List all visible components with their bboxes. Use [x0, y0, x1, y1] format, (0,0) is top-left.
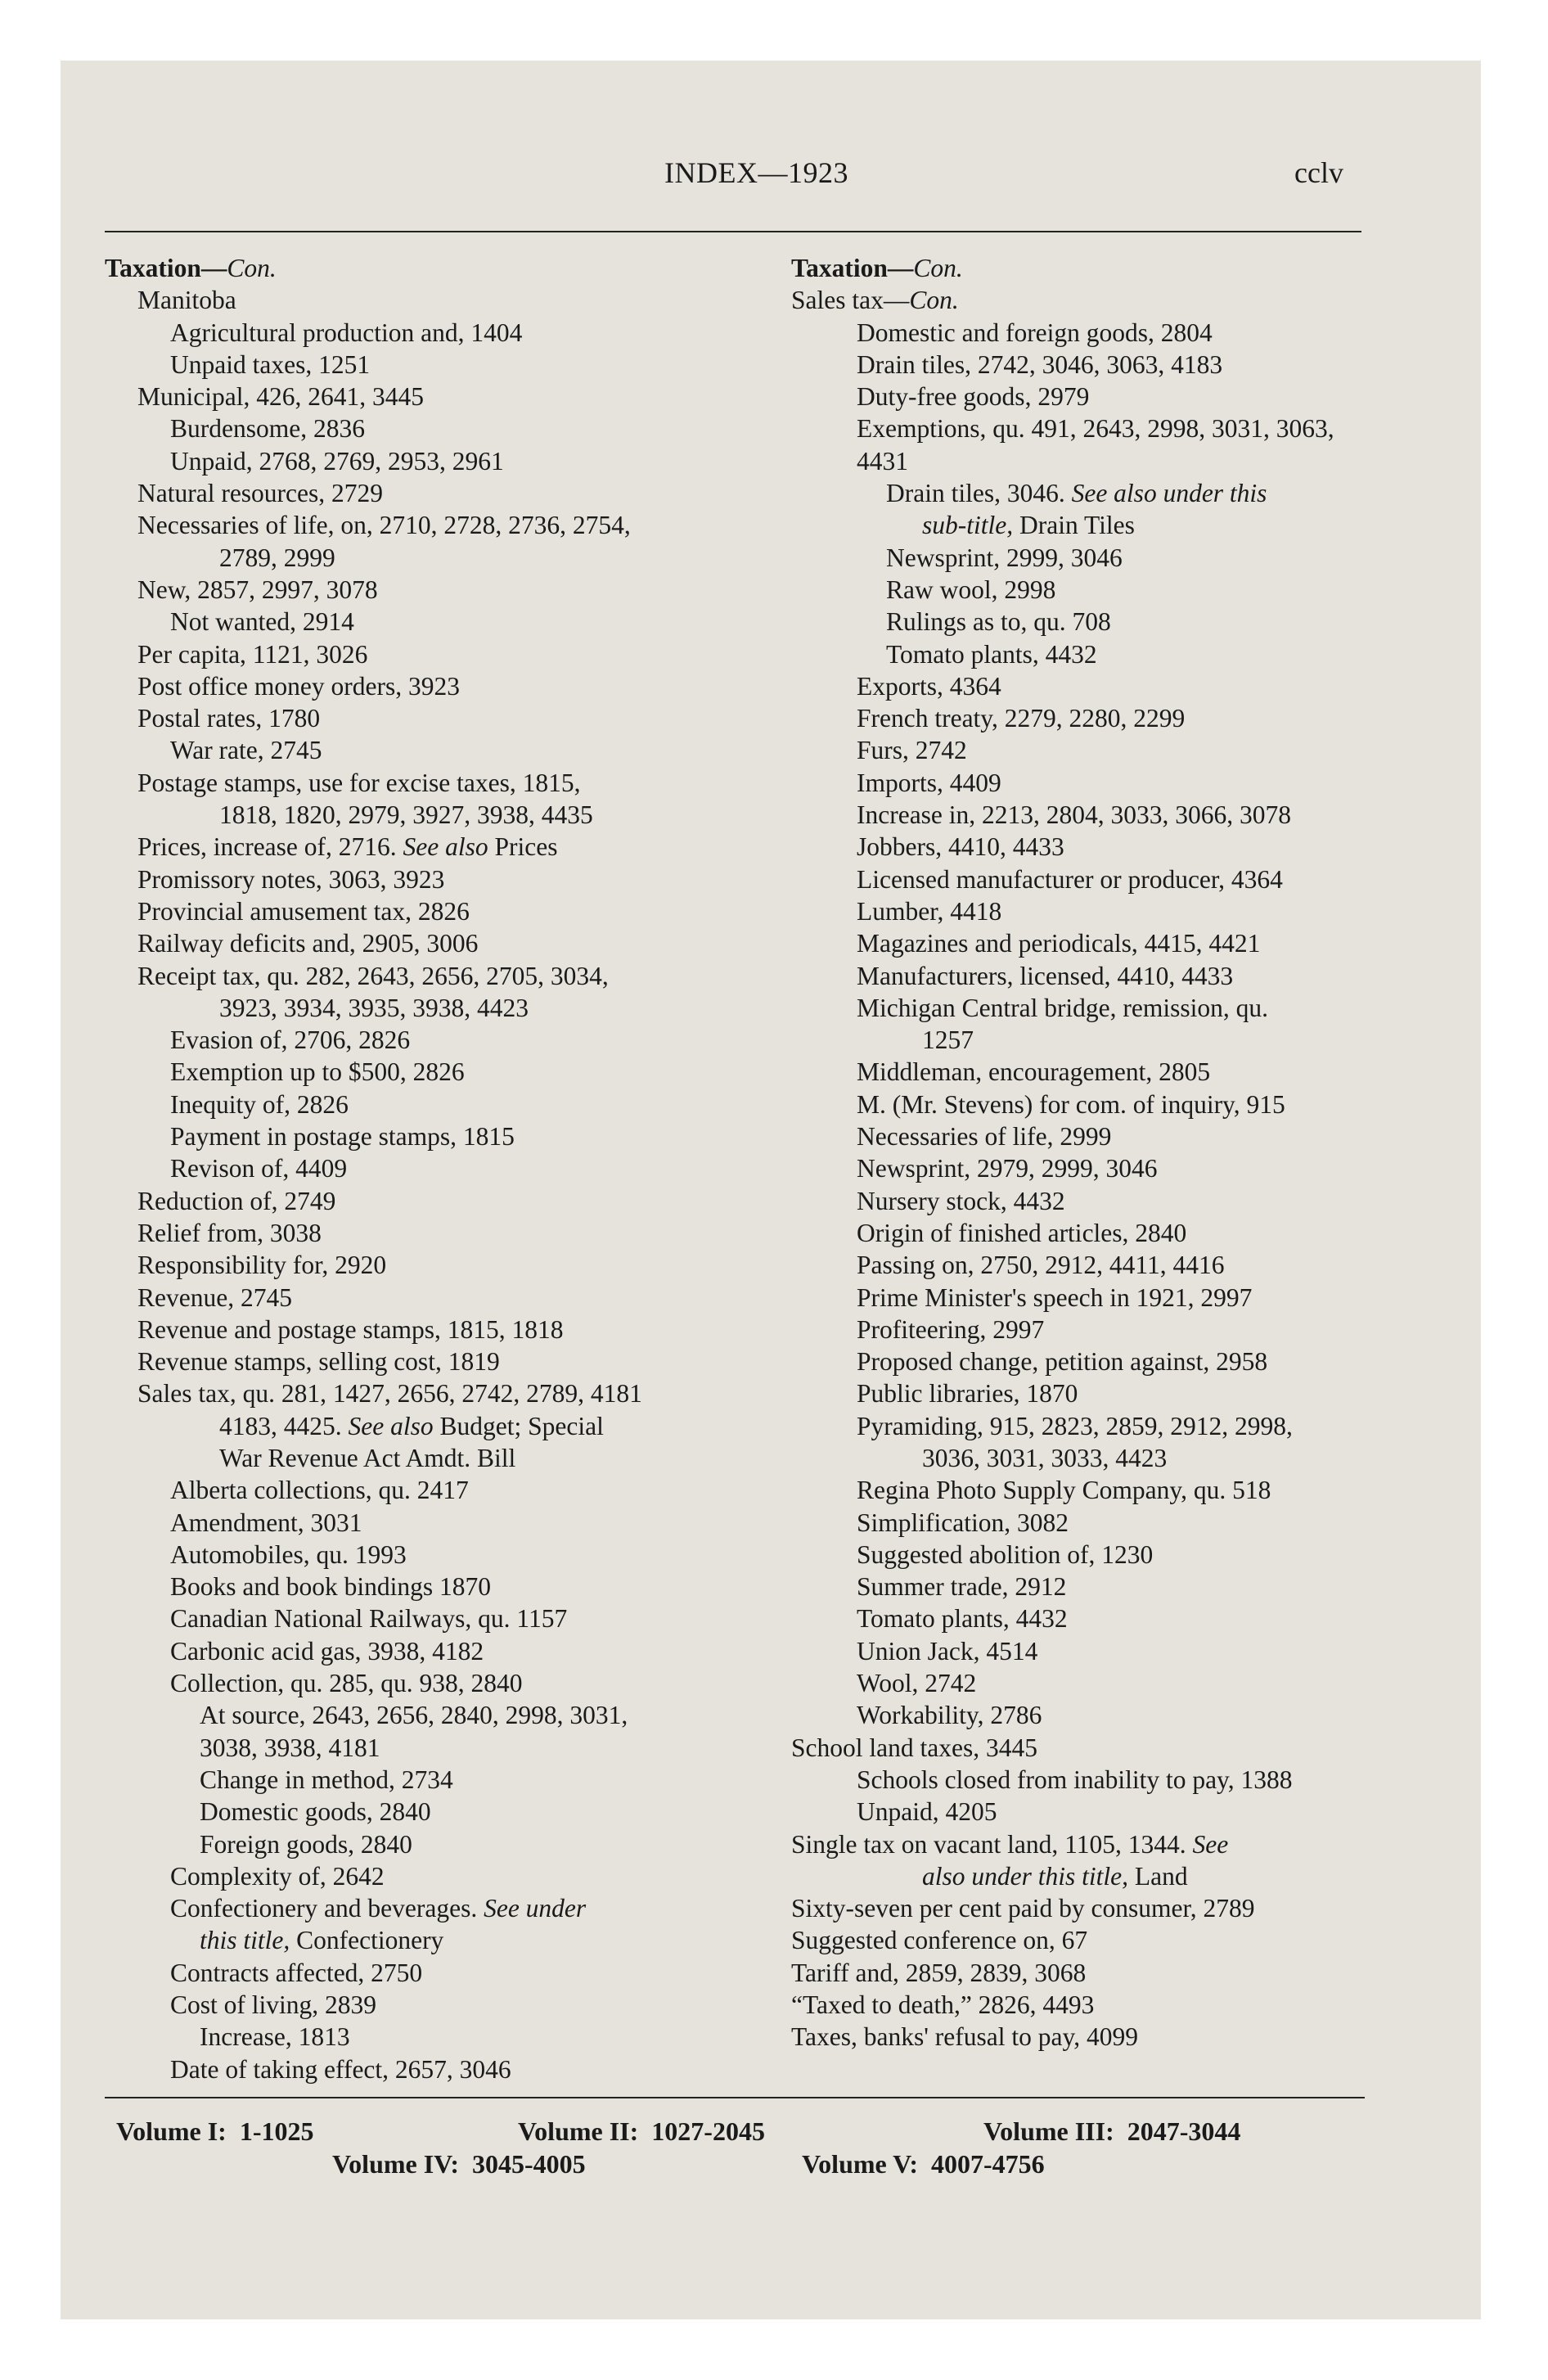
- entry-text: Alberta collections, qu. 2417: [170, 1476, 469, 1505]
- entry-text: Tariff and, 2859, 2839, 3068: [791, 1958, 1087, 1987]
- entry-text: Relief from, 3038: [137, 1218, 322, 1247]
- index-entry: [105, 1185, 710, 1217]
- entry-text: Magazines and periodicals, 4415, 4421: [857, 929, 1261, 958]
- entry-cross-reference: See also under this: [1071, 479, 1267, 508]
- entry-text: At source, 2643, 2656, 2840, 2998, 3031,: [200, 1701, 628, 1730]
- index-entry: [791, 1957, 1380, 1989]
- entry-text: Unpaid, 4205: [857, 1797, 997, 1827]
- entry-cross-reference: See: [1192, 1829, 1229, 1859]
- index-entry: [105, 1571, 710, 1602]
- entry-text: Per capita, 1121, 3026: [137, 639, 368, 669]
- volume-label: Volume V:: [802, 2149, 918, 2179]
- volume-2-range: [518, 2116, 765, 2147]
- entry-text: Contracts affected, 2750: [170, 1958, 423, 1987]
- entry-text: Canadian National Railways, qu. 1157: [170, 1604, 568, 1634]
- entry-cross-reference: this title,: [200, 1926, 290, 1955]
- entry-text: Taxes, banks' refusal to pay, 4099: [791, 2022, 1138, 2052]
- volume-label: Volume IV:: [332, 2149, 459, 2179]
- volume-range: 3045-4005: [472, 2149, 586, 2179]
- volume-range: 2047-3044: [1127, 2116, 1241, 2146]
- index-entry: [791, 1699, 1380, 1731]
- entry-text: Postage stamps, use for excise taxes, 1815,: [137, 768, 581, 797]
- entry-text-continued: Confectionery: [290, 1926, 444, 1955]
- index-entry: [791, 927, 1380, 959]
- index-entry: [105, 1667, 710, 1699]
- index-entry: [791, 1732, 1380, 1764]
- index-entry: [105, 670, 710, 702]
- index-entry: [791, 1056, 1380, 1088]
- entry-text: Revenue stamps, selling cost, 1819: [137, 1347, 500, 1377]
- entry-text: Natural resources, 2729: [137, 479, 384, 508]
- footer-rule: [105, 2097, 1365, 2098]
- index-entry: [791, 1635, 1380, 1667]
- entry-text: New, 2857, 2997, 3078: [137, 575, 378, 604]
- index-entry: [791, 1924, 1380, 1956]
- entry-text: Books and book bindings 1870: [170, 1572, 492, 1602]
- entry-text: Manitoba: [137, 286, 236, 315]
- entry-text: Drain tiles, 2742, 3046, 3063, 4183: [857, 349, 1223, 379]
- entry-text: Revenue, 2745: [137, 1282, 292, 1312]
- index-entry: [791, 1667, 1380, 1699]
- entry-text: Workability, 2786: [857, 1701, 1042, 1730]
- entry-text: Unpaid, 2768, 2769, 2953, 2961: [170, 446, 504, 476]
- index-entry: [791, 1828, 1380, 1860]
- index-entry: [105, 509, 710, 541]
- index-column-right: [791, 252, 1380, 2053]
- entry-text: Date of taking effect, 2657, 3046: [170, 2054, 511, 2084]
- entry-text: 4431: [857, 446, 908, 476]
- entry-text: Duty-free goods, 2979: [857, 382, 1090, 412]
- entry-text: 4183, 4425.: [219, 1411, 349, 1440]
- entry-text: Prices, increase of, 2716.: [137, 832, 403, 862]
- volume-1-range: [116, 2116, 313, 2147]
- entry-text: Exemption up to $500, 2826: [170, 1057, 465, 1087]
- index-entry: [105, 542, 710, 574]
- index-entry: [105, 767, 710, 799]
- entry-text: Amendment, 3031: [170, 1508, 362, 1537]
- index-entry: [791, 445, 1380, 477]
- index-entry: [105, 1602, 710, 1634]
- index-entry: [791, 412, 1380, 444]
- index-entry: [105, 1732, 710, 1764]
- index-entry: [105, 1507, 710, 1539]
- index-entry: [791, 477, 1380, 509]
- entry-text: Suggested abolition of, 1230: [857, 1539, 1154, 1569]
- index-entry: [791, 1796, 1380, 1828]
- volume-range: 1027-2045: [651, 2116, 765, 2146]
- entry-text: War rate, 2745: [170, 736, 322, 765]
- index-entry: [791, 2021, 1380, 2053]
- entry-text: Municipal, 426, 2641, 3445: [137, 382, 424, 412]
- index-entry: [791, 1282, 1380, 1314]
- entry-text: Drain tiles, 3046.: [886, 479, 1072, 508]
- index-entry: [105, 1024, 710, 1056]
- index-entry: [105, 606, 710, 638]
- index-entry: [105, 1989, 710, 2021]
- entry-text: Cost of living, 2839: [170, 1990, 377, 2020]
- entry-text: War Revenue Act Amdt. Bill: [219, 1443, 516, 1472]
- entry-text: Burdensome, 2836: [170, 414, 365, 444]
- entry-text: Jobbers, 4410, 4433: [857, 832, 1064, 862]
- volume-3-range: [983, 2116, 1240, 2147]
- index-entry: [791, 767, 1380, 799]
- index-entry: [105, 1152, 710, 1184]
- index-entry: [791, 702, 1380, 734]
- entry-text: 3923, 3934, 3935, 3938, 4423: [219, 993, 529, 1022]
- entry-text: Increase, 1813: [200, 2022, 350, 2052]
- index-entry: [791, 670, 1380, 702]
- heading-word: Taxation—Con.: [791, 254, 963, 282]
- index-entry: [791, 1217, 1380, 1249]
- index-entry: [791, 349, 1380, 381]
- entry-text: Domestic goods, 2840: [200, 1797, 431, 1827]
- entry-text: Summer trade, 2912: [857, 1572, 1067, 1602]
- index-entry: [791, 509, 1380, 541]
- entry-text: Regina Photo Supply Company, qu. 518: [857, 1476, 1271, 1505]
- index-entry: [105, 1217, 710, 1249]
- index-entry: [105, 1474, 710, 1506]
- entry-text: Necessaries of life, 2999: [857, 1122, 1112, 1152]
- entry-text: Sales tax, qu. 281, 1427, 2656, 2742, 2789, 4181: [137, 1379, 642, 1409]
- index-entry: [105, 2021, 710, 2053]
- index-entry: [791, 1892, 1380, 1924]
- entry-text: Wool, 2742: [857, 1669, 977, 1698]
- entry-text: Manufacturers, licensed, 4410, 4433: [857, 961, 1234, 990]
- index-entry: [105, 1410, 710, 1442]
- entry-text: Receipt tax, qu. 282, 2643, 2656, 2705, 3034,: [137, 961, 609, 990]
- volume-range: 4007-4756: [930, 2149, 1045, 2179]
- header-rule: [105, 231, 1361, 232]
- index-entry: [791, 1346, 1380, 1377]
- index-entry: [791, 606, 1380, 638]
- heading-word: Taxation—Con.: [105, 254, 277, 282]
- index-entry: [105, 1539, 710, 1571]
- entry-text: Pyramiding, 915, 2823, 2859, 2912, 2998,: [857, 1411, 1293, 1440]
- entry-text: Imports, 4409: [857, 768, 1001, 797]
- entry-text: Increase in, 2213, 2804, 3033, 3066, 3078: [857, 800, 1292, 830]
- index-entry: [105, 1282, 710, 1314]
- entry-text: “Taxed to death,” 2826, 4493: [791, 1990, 1095, 2020]
- index-entry: [791, 381, 1380, 412]
- entry-text: 3036, 3031, 3033, 4423: [922, 1443, 1168, 1472]
- entry-text: Middleman, encouragement, 2805: [857, 1057, 1211, 1087]
- volume-label: Volume III:: [983, 2116, 1114, 2146]
- index-entry: [105, 1346, 710, 1377]
- index-entry: [105, 284, 710, 316]
- index-entry: [105, 381, 710, 412]
- index-entry: [105, 1120, 710, 1152]
- entry-cross-reference: See also: [348, 1411, 434, 1440]
- entry-text: Schools closed from inability to pay, 1388: [857, 1765, 1293, 1794]
- entry-text: Single tax on vacant land, 1105, 1344.: [791, 1829, 1193, 1859]
- entry-text: Tomato plants, 4432: [886, 639, 1097, 669]
- index-entry: [791, 1602, 1380, 1634]
- entry-text: Provincial amusement tax, 2826: [137, 896, 470, 926]
- entry-text: Tomato plants, 4432: [857, 1604, 1068, 1634]
- index-entry: [791, 734, 1380, 766]
- entry-text: Domestic and foreign goods, 2804: [857, 318, 1213, 347]
- entry-text: Necessaries of life, on, 2710, 2728, 2736, 2754,: [137, 511, 631, 540]
- index-entry: [791, 252, 1380, 284]
- index-entry: [105, 1860, 710, 1892]
- entry-text: Simplification, 3082: [857, 1508, 1069, 1537]
- index-entry: [791, 992, 1380, 1024]
- index-entry: [791, 1764, 1380, 1796]
- index-entry: [791, 1860, 1380, 1892]
- index-entry: [791, 1089, 1380, 1120]
- entry-text: Proposed change, petition against, 2958: [857, 1347, 1268, 1377]
- index-entry: [105, 1796, 710, 1828]
- entry-text: 1818, 1820, 2979, 3927, 3938, 4435: [219, 800, 593, 830]
- entry-cross-reference: See under: [484, 1894, 587, 1923]
- running-head-title: INDEX—1923: [664, 156, 848, 189]
- entry-text: Newsprint, 2979, 2999, 3046: [857, 1154, 1158, 1183]
- index-entry: [105, 412, 710, 444]
- index-entry: [105, 1314, 710, 1346]
- index-entry: [105, 734, 710, 766]
- index-entry: [105, 1442, 710, 1474]
- index-entry: [791, 960, 1380, 992]
- entry-cross-reference: also under this title,: [922, 1861, 1128, 1891]
- index-entry: [791, 542, 1380, 574]
- index-entry: [105, 927, 710, 959]
- entry-text: Railway deficits and, 2905, 3006: [137, 929, 479, 958]
- entry-text: Change in method, 2734: [200, 1765, 453, 1794]
- entry-text-continued: Budget; Special: [433, 1411, 604, 1440]
- entry-text: Evasion of, 2706, 2826: [170, 1025, 411, 1055]
- entry-text: Postal rates, 1780: [137, 704, 321, 733]
- index-entry: [105, 1699, 710, 1731]
- entry-text: Origin of finished articles, 2840: [857, 1218, 1187, 1247]
- entry-text: Revenue and postage stamps, 1815, 1818: [137, 1314, 564, 1344]
- entry-text: Passing on, 2750, 2912, 4411, 4416: [857, 1251, 1225, 1280]
- entry-cross-reference: See also: [403, 832, 488, 862]
- entry-text: 1257: [922, 1025, 974, 1055]
- index-entry: [791, 895, 1380, 927]
- volume-label: Volume II:: [518, 2116, 639, 2146]
- index-entry: [791, 1474, 1380, 1506]
- entry-text: Rulings as to, qu. 708: [886, 607, 1111, 637]
- index-entry: [791, 799, 1380, 831]
- index-entry: [791, 1442, 1380, 1474]
- entry-text: Prime Minister's speech in 1921, 2997: [857, 1282, 1253, 1312]
- entry-text: Confectionery and beverages.: [170, 1894, 484, 1923]
- entry-text: Lumber, 4418: [857, 896, 1002, 926]
- entry-text: Newsprint, 2999, 3046: [886, 543, 1123, 572]
- index-entry: [791, 1152, 1380, 1184]
- index-entry: [105, 574, 710, 606]
- entry-text: Michigan Central bridge, remission, qu.: [857, 993, 1269, 1022]
- index-entry: [105, 1089, 710, 1120]
- entry-text: Exports, 4364: [857, 671, 1001, 701]
- index-entry: [791, 574, 1380, 606]
- entry-text: Post office money orders, 3923: [137, 671, 460, 701]
- index-entry: [105, 638, 710, 670]
- entry-text: M. (Mr. Stevens) for com. of inquiry, 915: [857, 1089, 1285, 1119]
- index-entry: [105, 477, 710, 509]
- index-entry: [105, 1764, 710, 1796]
- index-entry: [105, 252, 710, 284]
- entry-text: 3038, 3938, 4181: [200, 1733, 380, 1762]
- entry-text: Not wanted, 2914: [170, 607, 354, 637]
- page-number: cclv: [1294, 156, 1343, 189]
- entry-text: Sixty-seven per cent paid by consumer, 2789: [791, 1894, 1255, 1923]
- index-entry: [105, 317, 710, 349]
- index-entry: [105, 702, 710, 734]
- volume-range: 1-1025: [239, 2116, 314, 2146]
- entry-text: French treaty, 2279, 2280, 2299: [857, 704, 1186, 733]
- entry-text: Profiteering, 2997: [857, 1314, 1045, 1344]
- index-entry: [105, 1635, 710, 1667]
- entry-text: Public libraries, 1870: [857, 1379, 1078, 1409]
- index-column-left: [105, 252, 710, 2085]
- index-entry: [791, 284, 1380, 316]
- index-entry: [105, 1249, 710, 1281]
- index-entry: [105, 863, 710, 895]
- index-entry: [791, 1539, 1380, 1571]
- index-entry: [791, 317, 1380, 349]
- entry-text: Complexity of, 2642: [170, 1861, 385, 1891]
- index-entry: [105, 445, 710, 477]
- entry-text: Union Jack, 4514: [857, 1636, 1038, 1666]
- entry-text: Reduction of, 2749: [137, 1186, 336, 1215]
- entry-text: Raw wool, 2998: [886, 575, 1056, 604]
- entry-text: Exemptions, qu. 491, 2643, 2998, 3031, 3063,: [857, 414, 1334, 444]
- entry-text: Revison of, 4409: [170, 1154, 348, 1183]
- entry-text-continued: Land: [1128, 1861, 1188, 1891]
- entry-text: Carbonic acid gas, 3938, 4182: [170, 1636, 484, 1666]
- index-entry: [105, 831, 710, 863]
- index-entry: [791, 1410, 1380, 1442]
- index-entry: [105, 2053, 710, 2085]
- index-entry: [791, 831, 1380, 863]
- entry-text-continued: Prices: [488, 832, 558, 862]
- index-entry: [105, 992, 710, 1024]
- index-entry: [791, 1120, 1380, 1152]
- entry-text: School land taxes, 3445: [791, 1733, 1037, 1762]
- entry-cross-reference: sub-title,: [922, 511, 1014, 540]
- volume-label: Volume I:: [116, 2116, 227, 2146]
- index-entry: [791, 1185, 1380, 1217]
- entry-text: Suggested conference on, 67: [791, 1926, 1088, 1955]
- entry-text: Unpaid taxes, 1251: [170, 349, 371, 379]
- index-entry: [791, 863, 1380, 895]
- entry-text: Collection, qu. 285, qu. 938, 2840: [170, 1669, 523, 1698]
- index-entry: [791, 1377, 1380, 1409]
- index-entry: [791, 1571, 1380, 1602]
- entry-text-continued: Drain Tiles: [1013, 511, 1135, 540]
- entry-text: Foreign goods, 2840: [200, 1829, 412, 1859]
- index-entry: [105, 1957, 710, 1989]
- index-entry: [105, 1377, 710, 1409]
- entry-text: Promissory notes, 3063, 3923: [137, 864, 445, 894]
- index-entry: [791, 1024, 1380, 1056]
- entry-text: Nursery stock, 4432: [857, 1186, 1065, 1215]
- entry-text: Automobiles, qu. 1993: [170, 1539, 407, 1569]
- index-entry: [105, 960, 710, 992]
- index-entry: [791, 1314, 1380, 1346]
- entry-text: Inequity of, 2826: [170, 1089, 349, 1119]
- index-entry: [105, 895, 710, 927]
- index-entry: [105, 1056, 710, 1088]
- volume-4-range: [332, 2149, 586, 2179]
- entry-text: Furs, 2742: [857, 736, 967, 765]
- entry-text: Payment in postage stamps, 1815: [170, 1122, 515, 1152]
- entry-text: Licensed manufacturer or producer, 4364: [857, 864, 1283, 894]
- index-entry: [105, 799, 710, 831]
- index-entry: [791, 1989, 1380, 2021]
- index-entry: [105, 1892, 710, 1924]
- volume-5-range: [802, 2149, 1045, 2179]
- index-entry: [105, 1924, 710, 1956]
- entry-text: 2789, 2999: [219, 543, 335, 572]
- index-entry: [105, 349, 710, 381]
- index-entry: [105, 1828, 710, 1860]
- entry-text: Responsibility for, 2920: [137, 1251, 387, 1280]
- entry-text: Agricultural production and, 1404: [170, 318, 523, 347]
- index-entry: [791, 1249, 1380, 1281]
- index-entry: [791, 1507, 1380, 1539]
- entry-text: Sales tax—Con.: [791, 286, 959, 315]
- index-entry: [791, 638, 1380, 670]
